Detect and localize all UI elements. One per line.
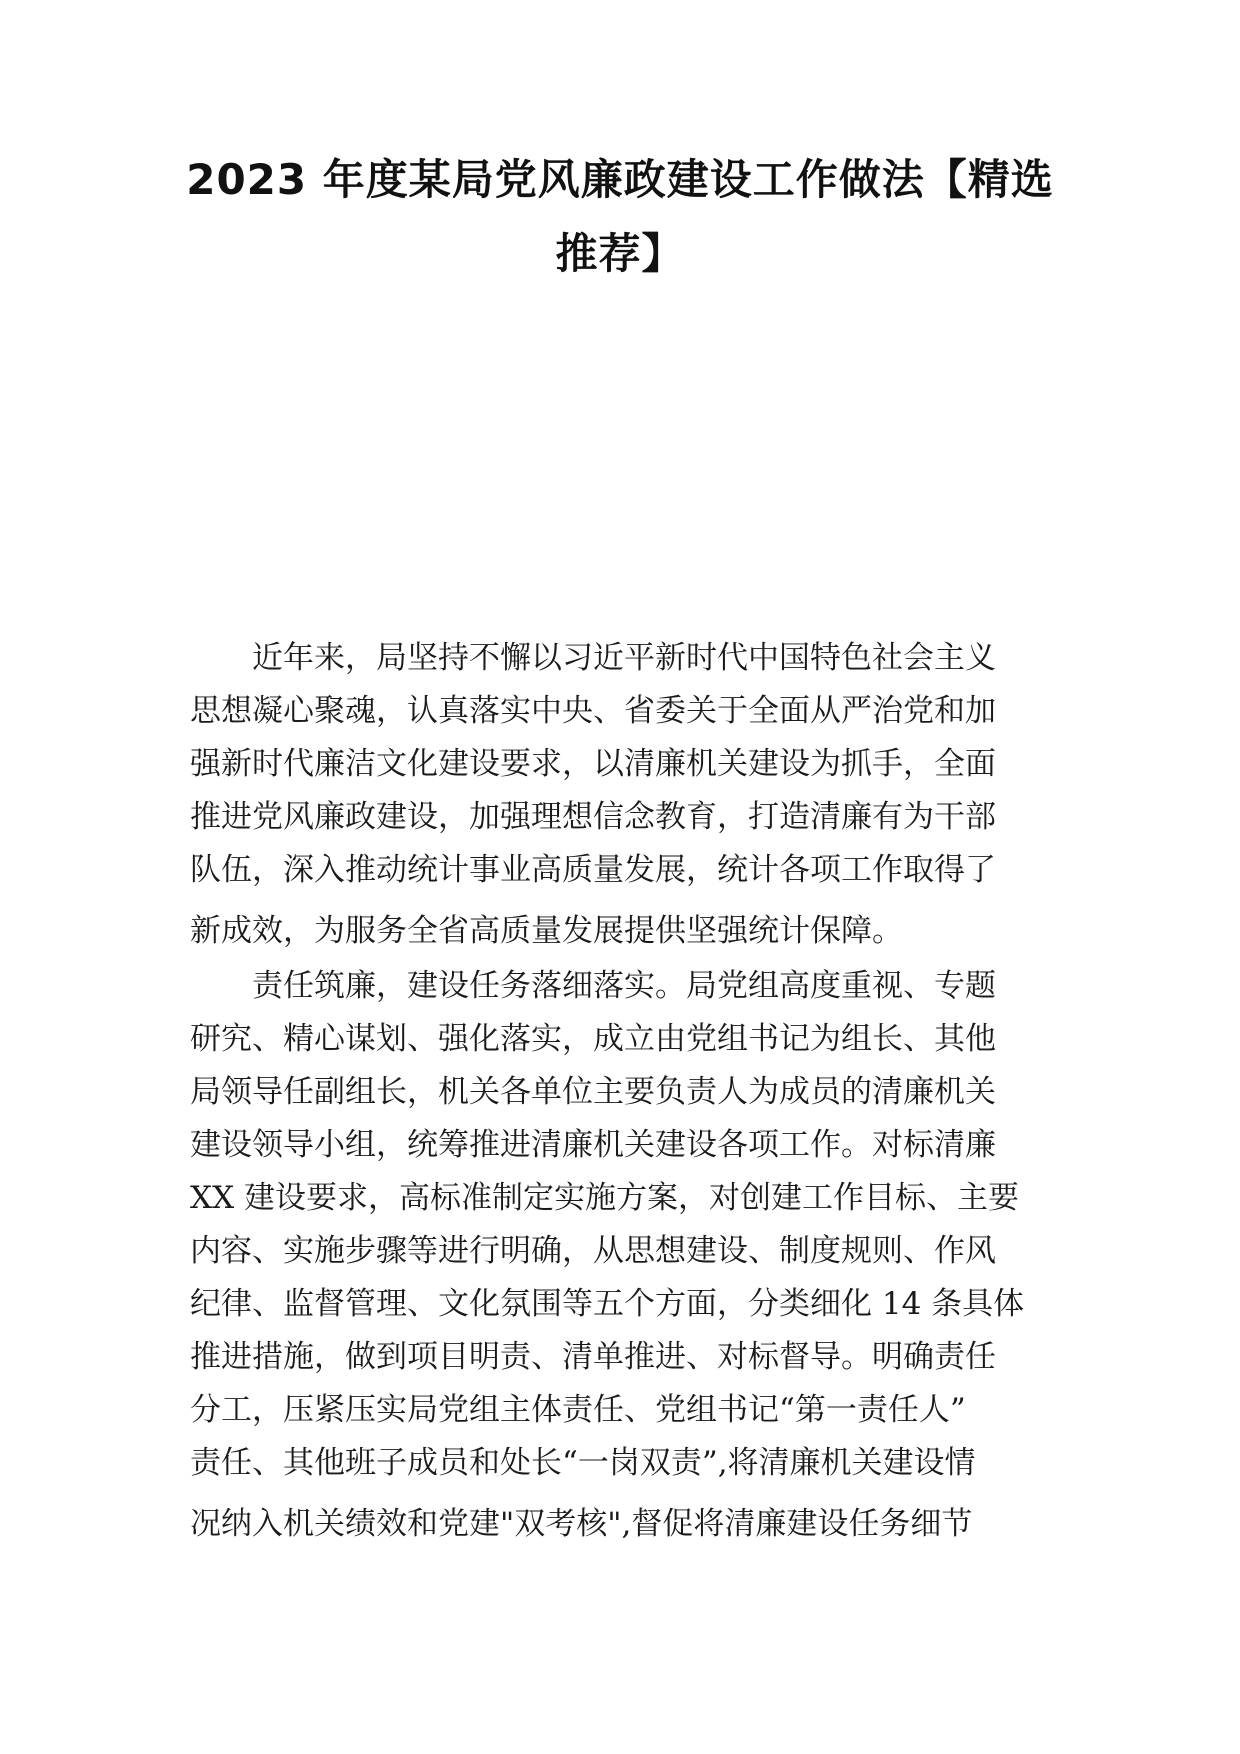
paragraph-line: 建设领导小组，统筹推进清廉机关建设各项工作。对标清廉 (190, 1127, 996, 1163)
paragraph-line: 内容、实施步骤等进行明确，从思想建设、制度规则、作风 (190, 1233, 996, 1269)
paragraph-line: 推进党风廉政建设，加强理想信念教育，打造清廉有为干部 (190, 799, 996, 835)
paragraph-line: 局领导任副组长，机关各单位主要负责人为成员的清廉机关 (190, 1074, 996, 1110)
paragraph-line: 责任筑廉，建设任务落细落实。局党组高度重视、专题 (252, 968, 996, 1004)
paragraph-line: 新成效，为服务全省高质量发展提供坚强统计保障。 (190, 913, 903, 949)
paragraph-line: 分工，压紧压实局党组主体责任、党组书记“第一责任人” (190, 1392, 966, 1428)
paragraph-line: 研究、精心谋划、强化落实，成立由党组书记为组长、其他 (190, 1021, 996, 1057)
document-title-line-2: 推荐】 (555, 229, 685, 278)
paragraph-line: 队伍，深入推动统计事业高质量发展，统计各项工作取得了 (190, 852, 996, 888)
paragraph-line: 强新时代廉洁文化建设要求，以清廉机关建设为抓手，全面 (190, 746, 996, 782)
paragraph-line: 思想凝心聚魂，认真落实中央、省委关于全面从严治党和加 (190, 693, 996, 729)
paragraph-line: 责任、其他班子成员和处长“一岗双责”,将清廉机关建设情 (190, 1445, 976, 1481)
paragraph-line: XX 建设要求，高标准制定实施方案，对创建工作目标、主要 (190, 1180, 1019, 1216)
paragraph-line: 纪律、监督管理、文化氛围等五个方面，分类细化 14 条具体 (190, 1286, 1025, 1322)
paragraph-line: 近年来，局坚持不懈以习近平新时代中国特色社会主义 (252, 640, 996, 676)
paragraph-line: 推进措施，做到项目明责、清单推进、对标督导。明确责任 (190, 1339, 996, 1375)
paragraph-line: 况纳入机关绩效和党建"双考核",督促将清廉建设任务细节 (190, 1506, 973, 1542)
document-title-line-1: 2023 年度某局党风廉政建设工作做法【精选 (186, 155, 1054, 204)
